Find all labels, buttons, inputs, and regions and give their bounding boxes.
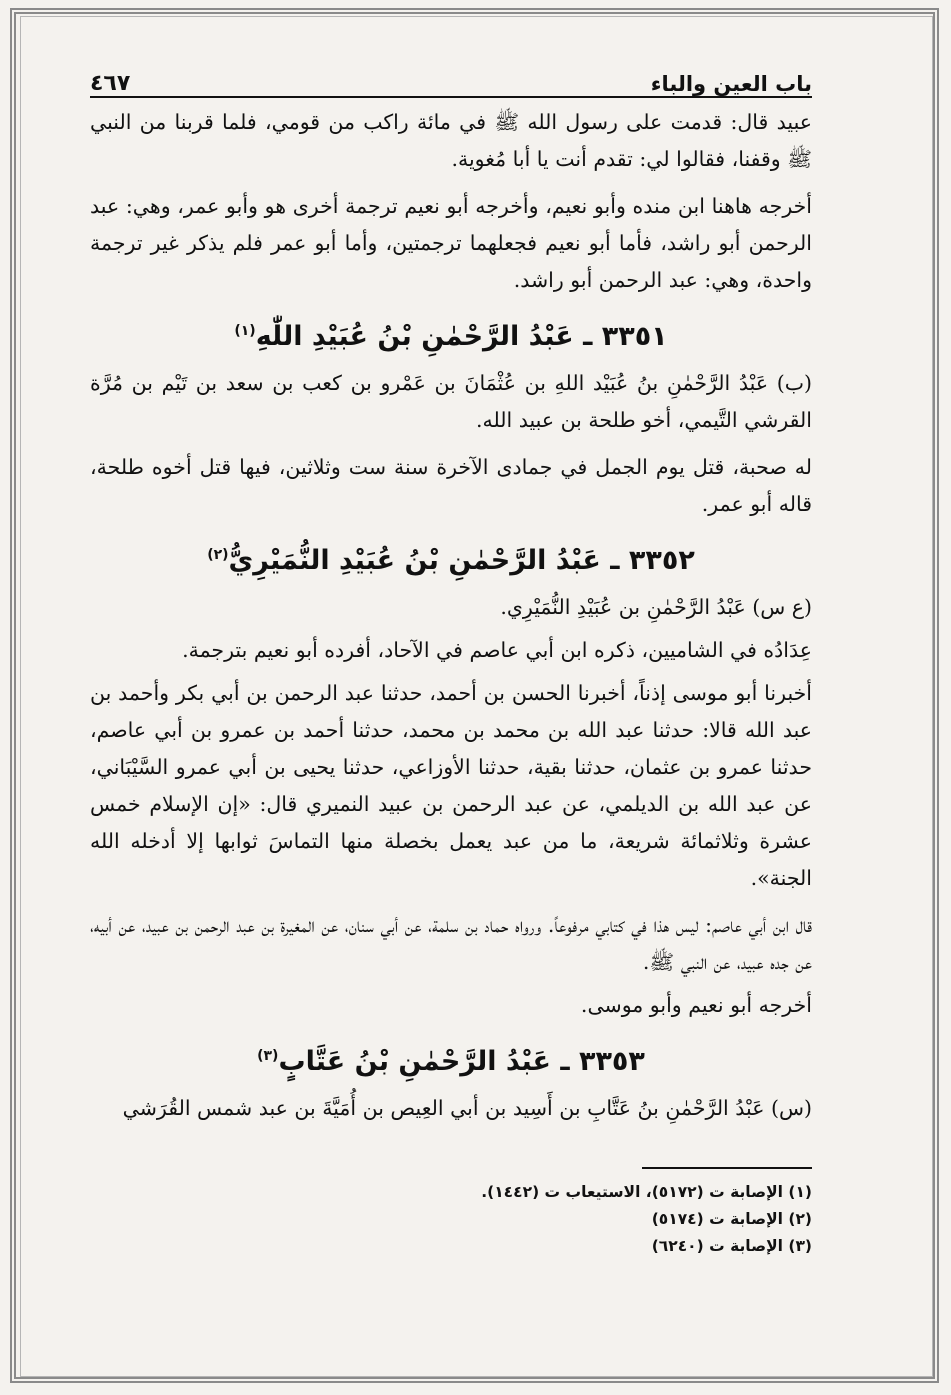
paragraph: (ع س) عَبْدُ الرَّحْمٰنِ بن عُبَيْدِ النُّمَيْرِي. [500, 595, 812, 619]
entry-heading-text: ٣٣٥١ ـ عَبْدُ الرَّحْمٰنِ بْنُ عُبَيْدِ اللّٰهِ [255, 321, 668, 352]
paragraph: أخرجه أبو نعيم وأبو موسى. [580, 993, 812, 1017]
entry-heading-3352 [90, 533, 812, 583]
chapter-title: باب العين والباء [650, 72, 812, 96]
paragraph: أخرجه هاهنا ابن منده وأبو نعيم، وأخرجه أبو نعيم ترجمة أخرى هو وأبو عمر، وهي: عبد الرحمن أبو راشد، فأما أبو نعيم فجعلهما ترجمتين، وأما أبو عمر فلم يذكر غير ترجمة واحدة، وهي: عبد الرحمن أبو راشد. [90, 194, 812, 292]
paragraph: عبيد قال: قدمت على رسول الله ﷺ في مائة راكب من قومي، فلما قربنا من النبي ﷺ وقفنا، فقالوا لي: تقدم أنت يا أبا مُغوية. [90, 110, 812, 171]
paragraph: (ب) عَبْدُ الرَّحْمٰنِ بنُ عُبَيْد اللهِ بن عُثْمَانَ بن عَمْرو بن كعب بن سعد بن تَيْم بن مُرَّة القرشي التَّيمي، أخو طلحة بن عبيد الله. [90, 371, 812, 432]
running-header [90, 62, 812, 98]
footnote-ref: (٣) [257, 1048, 279, 1064]
footnote: (١) الإصابة ت (٥١٧٢)، الاستيعاب ت (١٤٤٢). [481, 1183, 812, 1201]
footnotes [90, 1179, 812, 1260]
footnote-ref: (١) [234, 323, 256, 339]
body-text [90, 104, 812, 1127]
entry-heading-3351 [90, 309, 812, 359]
paragraph: (س) عَبْدُ الرَّحْمٰنِ بنُ عَتَّابِ بن أَسِيد بن أبي العِيص بن أُمَيَّةَ بن عبد شمس القُرَشي [122, 1096, 812, 1120]
entry-heading-text: ٣٣٥٣ ـ عَبْدُ الرَّحْمٰنِ بْنُ عَتَّابٍ [278, 1046, 645, 1077]
book-page [90, 62, 812, 1362]
page-number: ٤٦٧ [90, 71, 131, 96]
paragraph: قال ابن أبي عاصم: ليس هذا في كتابي مرفوعاً. ورواه حماد بن سلمة، عن أبي سنان، عن المغيرة بن عبد الرحمن بن عبيد، عن أبيه، عن جده عبيد، عن النبي ﷺ. [90, 913, 812, 974]
entry-heading-3353 [90, 1034, 812, 1084]
entry-heading-text: ٣٣٥٢ ـ عَبْدُ الرَّحْمٰنِ بْنُ عُبَيْدِ النُّمَيْرِيُّ [228, 545, 695, 576]
paragraph: أخبرنا أبو موسى إذناً، أخبرنا الحسن بن أحمد، حدثنا عبد الرحمن بن أبي بكر وأحمد بن عبد الله قالا: حدثنا عبد الله بن محمد بن محمد، حدثنا أحمد بن عمرو بن أبي عاصم، حدثنا عمرو بن عثمان، حدثنا بقية، حدثنا الأوزاعي، حدثنا يحيى بن أبي عمرو السَّيْبَاني، عن عبد الله بن الديلمي، عن عبد الرحمن بن عبيد النميري قال: «إن الإسلام خمس عشرة وثلاثمائة شريعة، ما من عبد يعمل بخصلة منها التماسَ ثوابها إلا أدخله الله الجنة». [90, 681, 812, 890]
footnote-ref: (٢) [207, 547, 229, 563]
footnote: (٢) الإصابة ت (٥١٧٤) [651, 1210, 812, 1228]
paragraph: له صحبة، قتل يوم الجمل في جمادى الآخرة سنة ست وثلاثين، فيها قتل أخوه طلحة، قاله أبو عمر. [90, 455, 812, 516]
footnote-divider [642, 1167, 812, 1169]
paragraph: عِدَادُه في الشاميين، ذكره ابن أبي عاصم في الآحاد، أفرده أبو نعيم بترجمة. [182, 638, 812, 662]
footnote: (٣) الإصابة ت (٦٢٤٠) [651, 1237, 812, 1255]
